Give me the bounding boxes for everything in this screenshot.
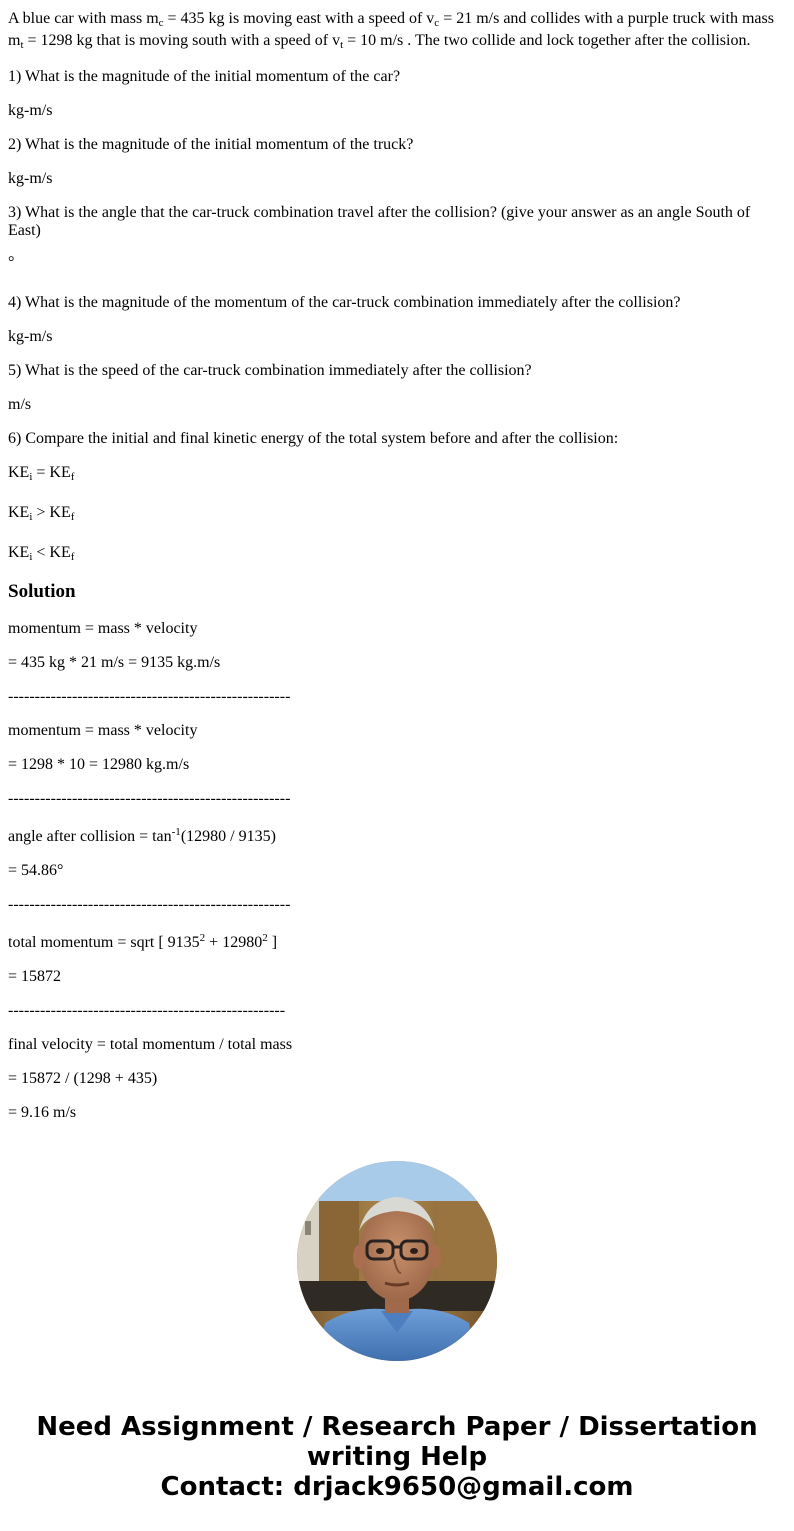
ke-option-less: $KE_i < KE_f$ [8,544,75,563]
solution-line: = 54.86° [8,862,64,879]
solution-separator: ----------------------------------------------------- [8,896,291,913]
solution-line: total momentum = sqrt [ $9135^2 + 12980^2$ ] [8,932,278,951]
solution-line: = 15872 / (1298 + 435) [8,1070,158,1087]
footer-line: Need Assignment / Research Paper / Dissertation [36,1412,758,1442]
question-4-unit: kg-m/s [8,328,53,345]
solution-line: = 1298 * 10 = 12980 kg.m/s [8,756,190,773]
solution-separator: ----------------------------------------------------- [8,790,291,807]
solution-line: angle after collision = $\tan^{-1}(12980 / 9135)$ [8,826,276,845]
solution-line: = 435 kg * 21 m/s = 9135 kg.m/s [8,654,221,671]
solution-line: = 15872 [8,968,62,985]
author-avatar [297,1161,497,1361]
question-5: 5) What is the speed of the car-truck combination immediately after the collision? [8,362,532,379]
footer-contact: Contact: drjack9650@gmail.com [160,1472,634,1502]
question-3: 3) What is the angle that the car-truck combination travel after the collision? (give your answer as an angle South of East) [8,204,751,239]
page-content [0,8,794,1122]
author-portrait [297,1161,497,1361]
solution-line: momentum = mass * velocity [8,722,198,739]
solution-body [8,620,786,1122]
question-3-unit: ° [8,254,15,271]
ke-option-greater: $KE_i > KE_f$ [8,504,75,523]
problem-statement: A blue car with mass $m_c = 435$ kg is moving east with a speed of $v_c = 21$ m/s and collides with a purple truck with mass $m_t = 1298$ kg that is moving south with a speed of $v_t = 10$ m/s . The two collide and lock together after the collision. [8,10,774,51]
question-5-unit: m/s [8,396,32,413]
question-6: 6) Compare the initial and final kinetic energy of the total system before and after the collision: [8,430,619,447]
ke-option-equal: $KE_i = KE_f$ [8,464,75,483]
question-4: 4) What is the magnitude of the momentum of the car-truck combination immediately after the collision? [8,294,681,311]
question-1: 1) What is the magnitude of the initial momentum of the car? [8,68,401,85]
solution-separator: ----------------------------------------------------- [8,688,291,705]
footer-line: writing Help [306,1442,488,1472]
solution-line: final velocity = total momentum / total mass [8,1036,293,1053]
solution-line: momentum = mass * velocity [8,620,198,637]
question-2-unit: kg-m/s [8,170,53,187]
question-1-unit: kg-m/s [8,102,53,119]
footer-banner [0,1412,794,1502]
question-2: 2) What is the magnitude of the initial momentum of the truck? [8,136,414,153]
solution-heading: Solution [8,581,76,602]
solution-separator: ---------------------------------------------------- [8,1002,286,1019]
solution-line: = 9.16 m/s [8,1104,77,1121]
